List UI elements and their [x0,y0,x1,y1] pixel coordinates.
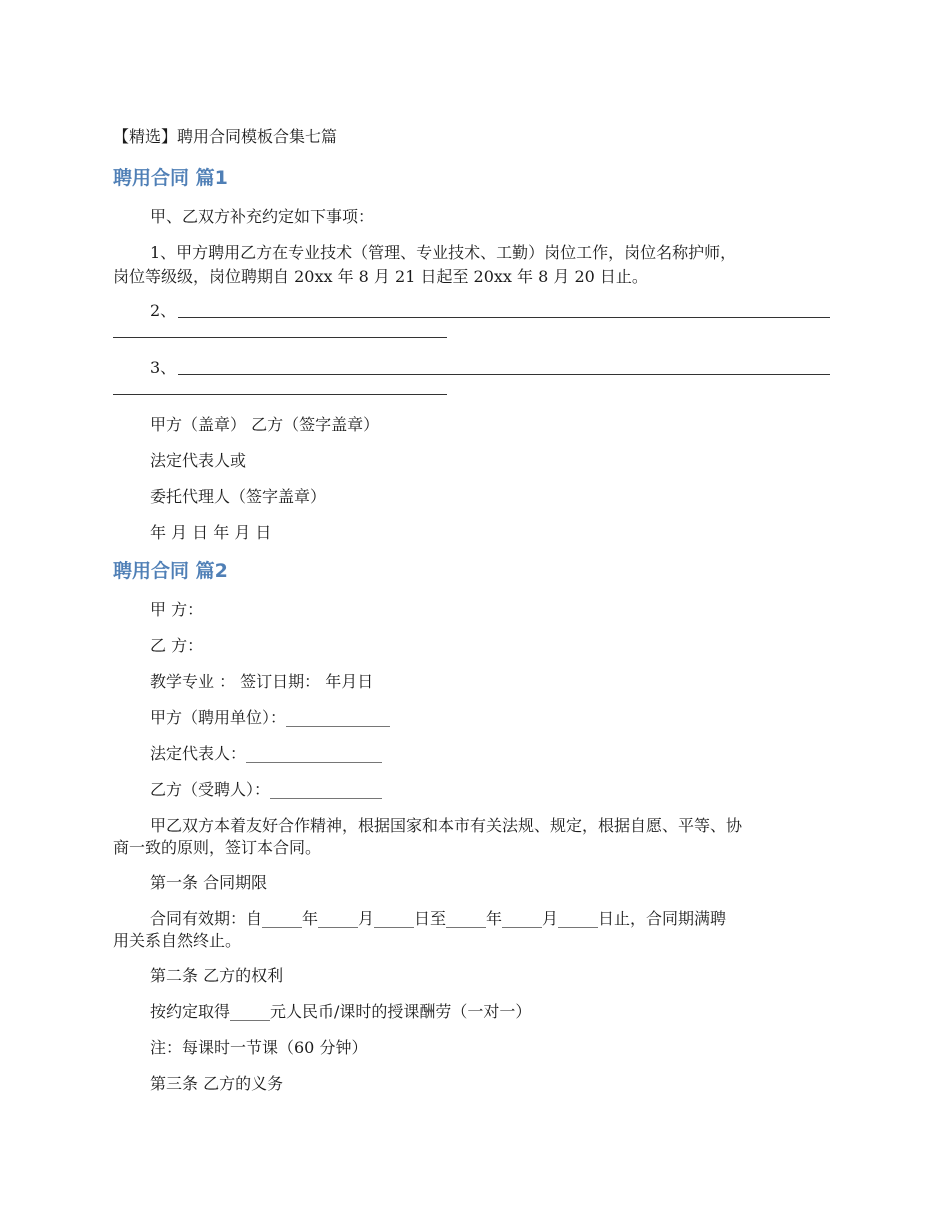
blank-line-item3-b [113,394,447,395]
section1-item3-label: 3、 [150,358,177,377]
document-title: 【精选】聘用合同模板合集七篇 [113,127,338,146]
section2-term-line2: 用关系自然终止。 [113,931,242,950]
section2-employer: 甲方（聘用单位）：_____________ [150,708,391,727]
section1-signature: 甲方（盖章） 乙方（签字盖章） [150,415,380,434]
section1-agent: 委托代理人（签字盖章） [150,487,327,506]
section2-term-line1: 合同有效期：自_____年_____月_____日至_____年_____月_____日止，合同期满聘 [150,909,727,928]
section2-party-a: 甲 方： [150,600,204,619]
section1-legal-rep: 法定代表人或 [150,451,247,470]
section2-article2: 第二条 乙方的权利 [150,966,284,985]
section1-item2-label: 2、 [150,301,177,320]
section2-note: 注：每课时一节课（60 分钟） [150,1038,368,1057]
section1-item1-line2: 岗位等级级，岗位聘期自 20xx 年 8 月 21 日起至 20xx 年 8 月 20 日止。 [113,267,648,286]
blank-line-item2-a [178,317,830,318]
section-heading-2: 聘用合同 篇2 [113,560,228,582]
section2-article3: 第三条 乙方的义务 [150,1074,284,1093]
section1-dates: 年 月 日 年 月 日 [150,523,272,542]
section2-employee: 乙方（受聘人）：______________ [150,780,383,799]
section-heading-1: 聘用合同 篇1 [113,167,228,189]
section2-party-b: 乙 方： [150,636,204,655]
section2-representative: 法定代表人：_________________ [150,744,383,763]
section2-article1: 第一条 合同期限 [150,873,268,892]
section2-subject: 教学专业 ： 签订日期： 年月日 [150,672,374,691]
section1-intro: 甲、乙双方补充约定如下事项： [150,207,375,226]
section2-preamble-line2: 商一致的原则，签订本合同。 [113,838,322,857]
blank-line-item2-b [113,337,447,338]
section1-item1-line1: 1、甲方聘用乙方在专业技术（管理、专业技术、工勤）岗位工作，岗位名称护师， [150,243,737,262]
section2-pay: 按约定取得_____元人民币/课时的授课酬劳（一对一） [150,1002,532,1021]
blank-line-item3-a [178,374,830,375]
section2-preamble-line1: 甲乙双方本着友好合作精神，根据国家和本市有关法规、规定，根据自愿、平等、协 [150,816,743,835]
